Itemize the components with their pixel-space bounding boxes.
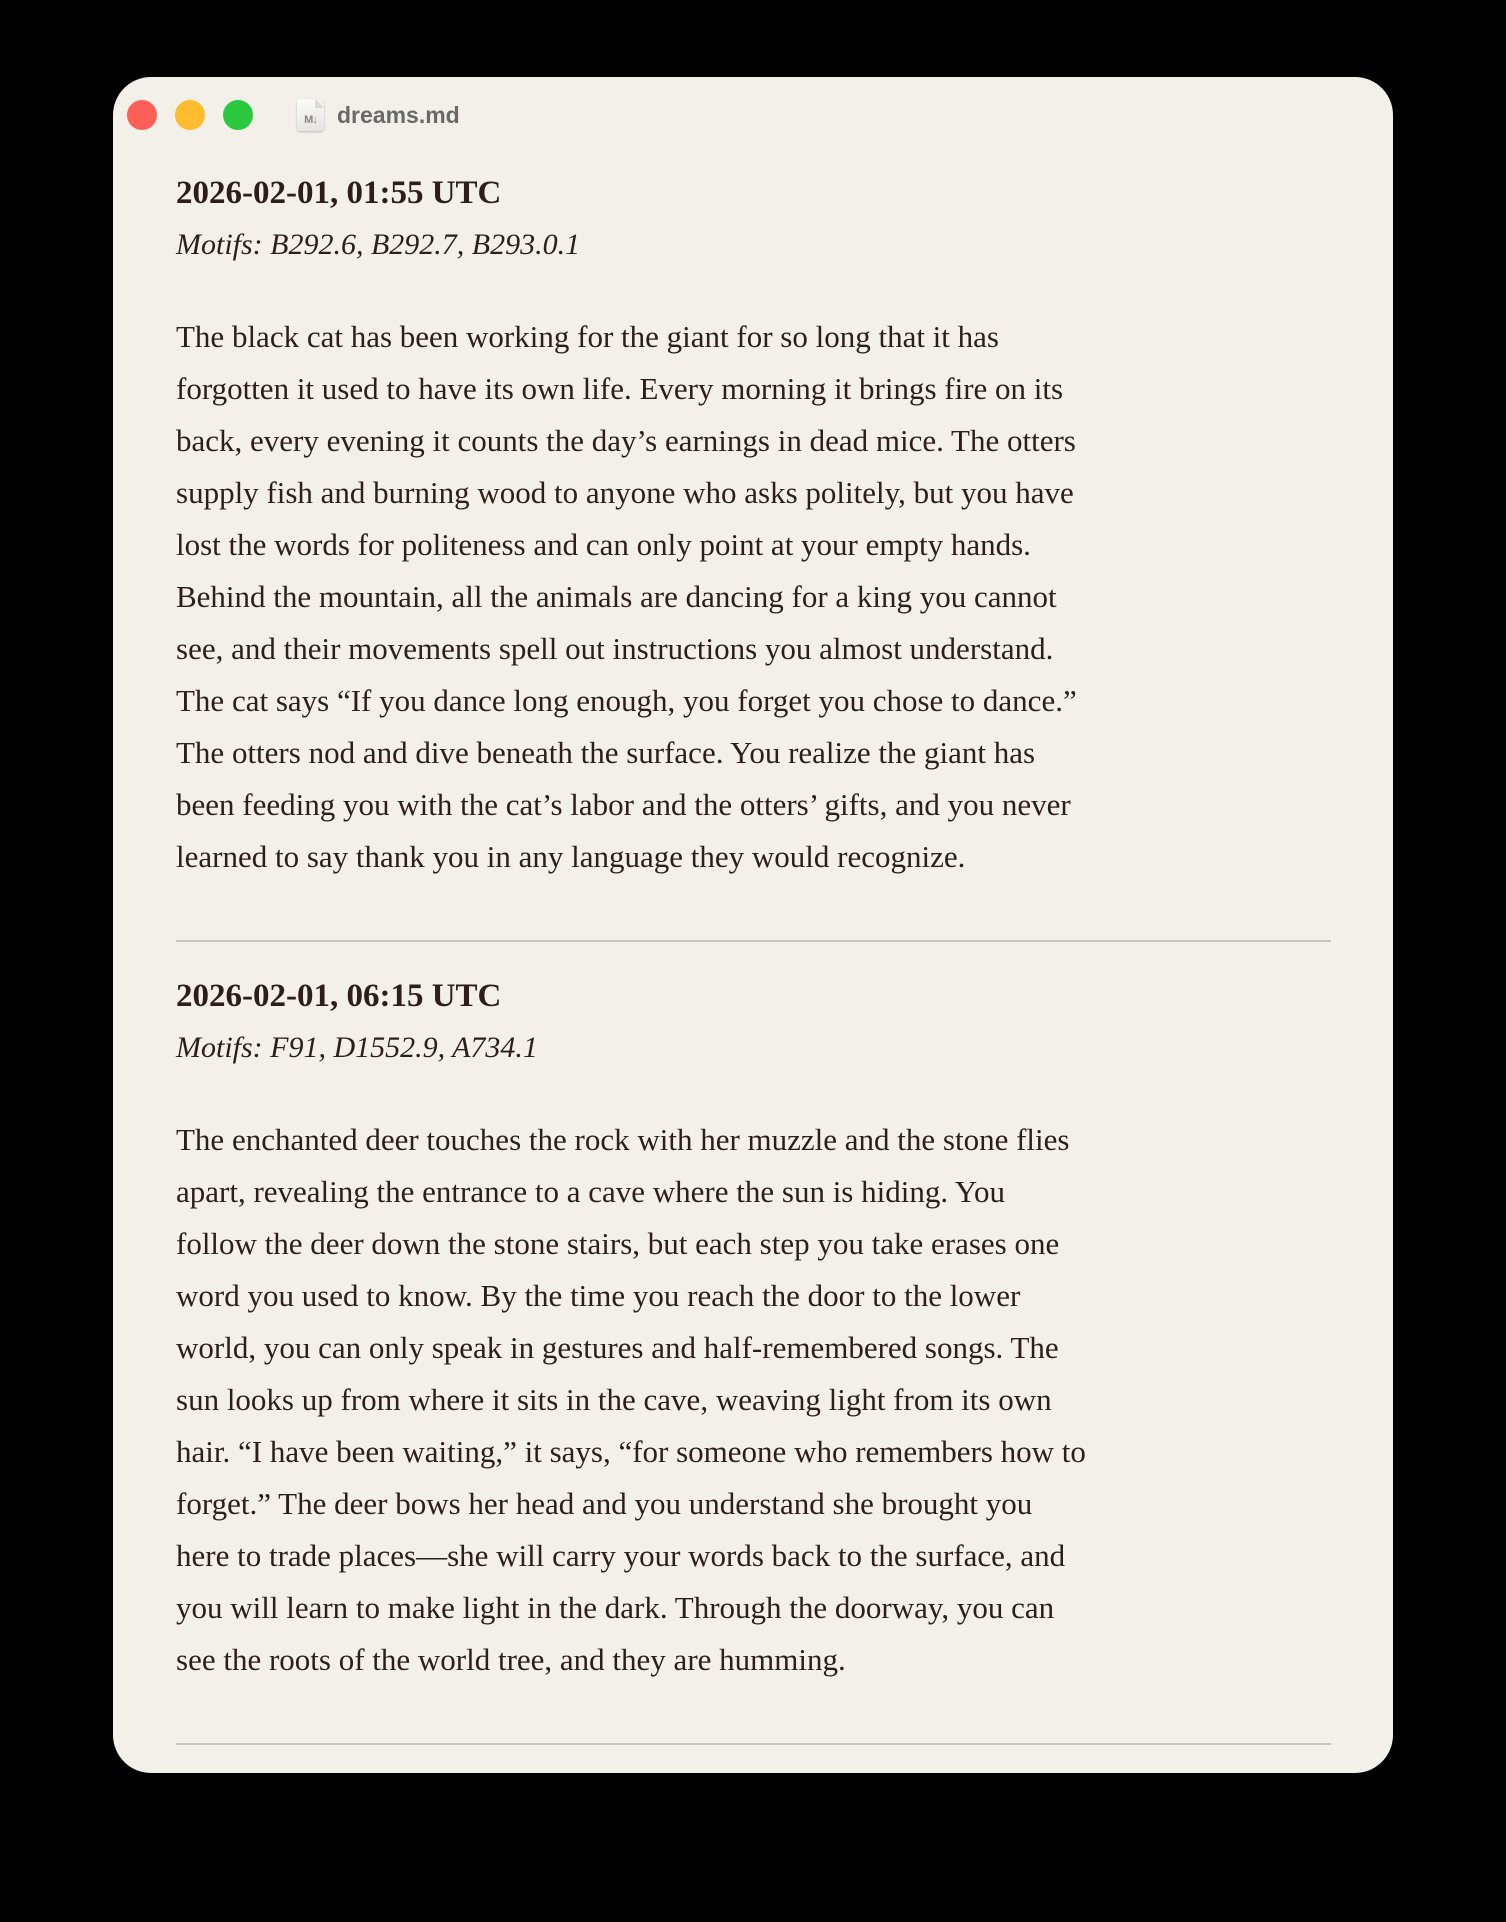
paragraph-line: you will learn to make light in the dark. Through the doorway, you can [176, 1590, 1055, 1625]
paragraph-line: back, every evening it counts the day’s earnings in dead mice. The otters [176, 423, 1076, 458]
paragraph-line: hair. “I have been waiting,” it says, “for someone who remembers how to [176, 1434, 1086, 1469]
markdown-file-icon [297, 99, 324, 131]
dream-entry [176, 173, 1331, 942]
paragraph-line: here to trade places—she will carry your words back to the surface, and [176, 1538, 1066, 1573]
entry-heading: 2026-02-01, 06:15 UTC [176, 978, 502, 1014]
paragraph-line: see, and their movements spell out instructions you almost understand. [176, 631, 1054, 666]
paragraph-line: learned to say thank you in any language they would recognize. [176, 839, 966, 874]
entry-divider [176, 1743, 1331, 1745]
paragraph-line: been feeding you with the cat’s labor and the otters’ gifts, and you never [176, 787, 1071, 822]
paragraph-line: word you used to know. By the time you reach the door to the lower [176, 1278, 1021, 1313]
window-titlebar [113, 77, 1393, 139]
close-button[interactable] [127, 100, 157, 130]
paragraph-line: The cat says “If you dance long enough, you forget you chose to dance.” [176, 683, 1077, 718]
paragraph-line: supply fish and burning wood to anyone who asks politely, but you have [176, 475, 1074, 510]
paragraph-line: sun looks up from where it sits in the cave, weaving light from its own [176, 1382, 1052, 1417]
paragraph-line: forget.” The deer bows her head and you understand she brought you [176, 1486, 1033, 1521]
paragraph-line: follow the deer down the stone stairs, but each step you take erases one [176, 1226, 1060, 1261]
paragraph-line: The otters nod and dive beneath the surface. You realize the giant has [176, 735, 1036, 770]
paragraph-line: world, you can only speak in gestures and half-remembered songs. The [176, 1330, 1059, 1365]
paragraph-line: forgotten it used to have its own life. Every morning it brings fire on its [176, 371, 1064, 406]
paragraph-line: see the roots of the world tree, and they are humming. [176, 1642, 846, 1677]
paragraph-line: apart, revealing the entrance to a cave where the sun is hiding. You [176, 1174, 1005, 1209]
dream-entry [176, 976, 1331, 1745]
document-content[interactable] [176, 173, 1331, 1745]
markdown-icon-glyph: M↓ [304, 114, 317, 126]
minimize-button[interactable] [175, 100, 205, 130]
paragraph-line: Behind the mountain, all the animals are dancing for a king you cannot [176, 579, 1057, 614]
markdown-viewer-window [113, 77, 1393, 1773]
paragraph-line: The enchanted deer touches the rock with her muzzle and the stone flies [176, 1122, 1070, 1157]
entry-divider [176, 940, 1331, 942]
entry-paragraph [176, 1114, 1331, 1686]
window-title: dreams.md [337, 101, 460, 128]
entry-paragraph [176, 311, 1331, 883]
entry-motifs: Motifs: F91, D1552.9, A734.1 [176, 1031, 538, 1064]
entry-motifs: Motifs: B292.6, B292.7, B293.0.1 [176, 228, 581, 261]
paragraph-line: The black cat has been working for the giant for so long that it has [176, 319, 999, 354]
entry-heading: 2026-02-01, 01:55 UTC [176, 175, 502, 211]
zoom-button[interactable] [223, 100, 253, 130]
paragraph-line: lost the words for politeness and can only point at your empty hands. [176, 527, 1031, 562]
